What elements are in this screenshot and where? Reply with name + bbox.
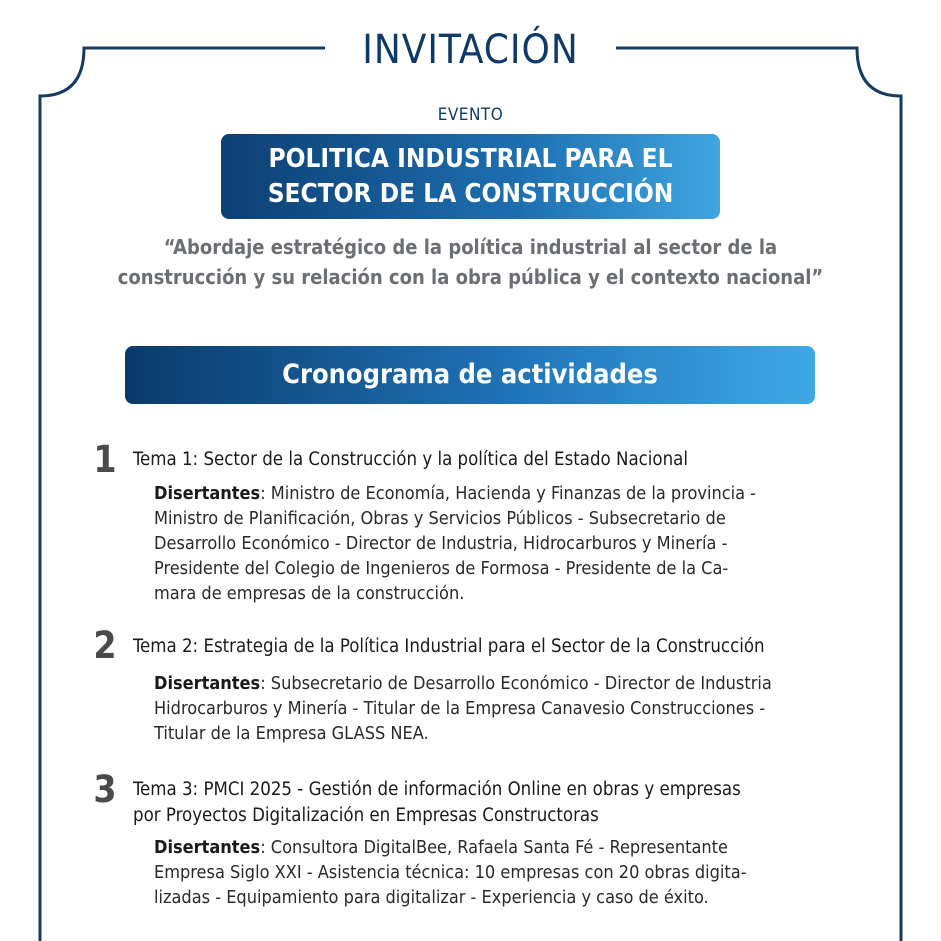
item-speakers — [154, 835, 864, 910]
event-title-banner — [221, 134, 720, 219]
speakers-line: lizadas - Equipamiento para digitalizar - Experiencia y caso de éxito. — [154, 887, 709, 908]
topic-line: Tema 2: Estrategia de la Política Industrial para el Sector de la Construcción — [133, 636, 765, 657]
item-number: 2 — [93, 624, 117, 667]
speakers-label: Disertantes — [154, 483, 261, 504]
speakers-line: mara de empresas de la construcción. — [154, 583, 465, 604]
speakers-line: Desarrollo Económico - Director de Industria, Hidrocarburos y Minería - — [154, 533, 728, 554]
item-topic — [133, 634, 873, 660]
item-number: 3 — [93, 768, 117, 811]
topic-line: por Proyectos Digitalización en Empresas Constructoras — [133, 805, 599, 826]
schedule-title-banner: Cronograma de actividades — [125, 346, 815, 404]
speakers-line: Disertantes: Ministro de Economía, Hacienda y Finanzas de la provincia - — [154, 483, 757, 504]
speakers-line: Disertantes: Consultora DigitalBee, Rafaela Santa Fé - Representante — [154, 837, 728, 858]
item-speakers — [154, 481, 864, 606]
event-title-line-1: POLITICA INDUSTRIAL PARA EL — [268, 143, 673, 174]
event-subtitle — [60, 232, 881, 292]
item-speakers — [154, 671, 864, 746]
item-number: 1 — [93, 438, 117, 481]
speakers-line: Empresa Siglo XXI - Asistencia técnica: 10 empresas con 20 obras digita- — [154, 862, 747, 883]
speakers-label: Disertantes — [154, 837, 261, 858]
event-title-line-2: SECTOR DE LA CONSTRUCCIÓN — [267, 178, 674, 209]
speakers-line: Titular de la Empresa GLASS NEA. — [154, 723, 429, 744]
item-topic — [133, 447, 853, 473]
item-topic — [133, 777, 853, 829]
subtitle-line-1: “Abordaje estratégico de la política industrial al sector de la — [163, 235, 778, 259]
speakers-label: Disertantes — [154, 673, 261, 694]
subtitle-line-2: construcción y su relación con la obra pública y el contexto nacional” — [117, 265, 824, 289]
speakers-line: Disertantes: Subsecretario de Desarrollo Económico - Director de Industria — [154, 673, 772, 694]
speakers-line: Hidrocarburos y Minería - Titular de la Empresa Canavesio Construcciones - — [154, 698, 766, 719]
invitation-title: INVITACIÓN — [362, 27, 579, 73]
topic-line: Tema 3: PMCI 2025 - Gestión de información Online en obras y empresas — [133, 779, 741, 800]
event-label: EVENTO — [437, 105, 504, 125]
speakers-line: Presidente del Colegio de Ingenieros de Formosa - Presidente de la Ca- — [154, 558, 729, 579]
topic-line: Tema 1: Sector de la Construcción y la política del Estado Nacional — [133, 449, 688, 470]
speakers-line: Ministro de Planificación, Obras y Servicios Públicos - Subsecretario de — [154, 508, 726, 529]
